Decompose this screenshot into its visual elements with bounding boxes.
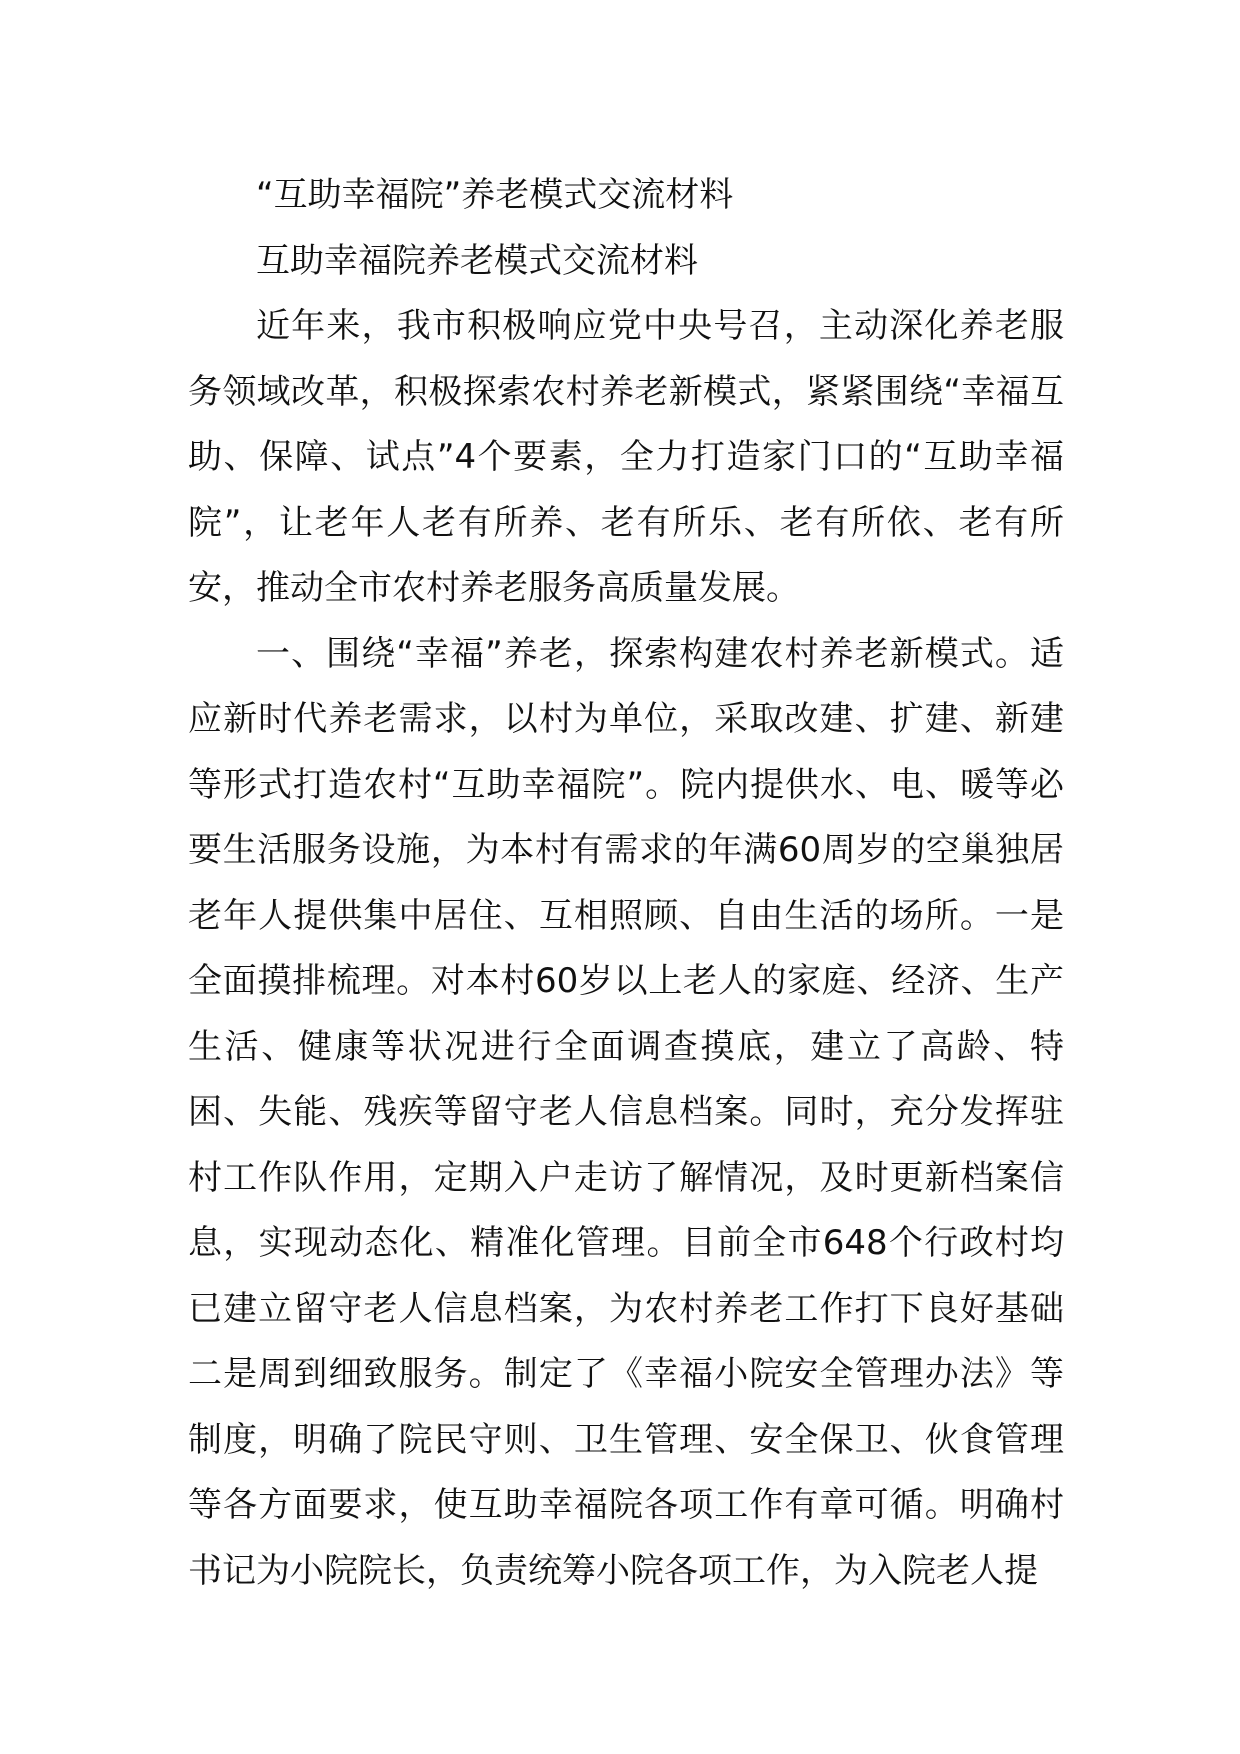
document-title: “互助幸福院”养老模式交流材料	[256, 175, 734, 215]
paragraph-section-one: 一、围绕“幸福”养老，探索构建农村养老新模式。适应新时代养老需求，以村为单位，采取改建、扩建、新建等形式打造农村“互助幸福院”。院内提供水、电、暖等必要生活服务设施，为本村有需求的年满60周岁的空巢独居老年人提供集中居住、互相照顾、自由生活的场所。一是全面摸排梳理。对本村60岁以上老人的家庭、经济、生产生活、健康等状况进行全面调查摸底，建立了高龄、特困、失能、残疾等留守老人信息档案。同时，充分发挥驻村工作队作用，定期入户走访了解情况，及时更新档案信息，实现动态化、精准化管理。目前全市648个行政村均已建立留守老人信息档案，为农村养老工作打下良好基础二是周到细致服务。制定了《幸福小院安全管理办法》等制度，明确了院民守则、卫生管理、安全保卫、伙食管理等各方面要求，使互助幸福院各项工作有章可循。明确村书记为小院院长，负责统筹小院各项工作，为入院老人提	[188, 633, 1064, 1591]
document-subtitle: 互助幸福院养老模式交流材料	[256, 240, 698, 281]
paragraph-intro: 近年来，我市积极响应党中央号召，主动深化养老服务领域改革，积极探索农村养老新模式，紧紧围绕“幸福互助、保障、试点”4个要素，全力打造家门口的“互助幸福院”，让老年人老有所养、老有所乐、老有所依、老有所安，推动全市农村养老服务高质量发展。	[188, 306, 1064, 608]
document-body	[188, 163, 1064, 1604]
